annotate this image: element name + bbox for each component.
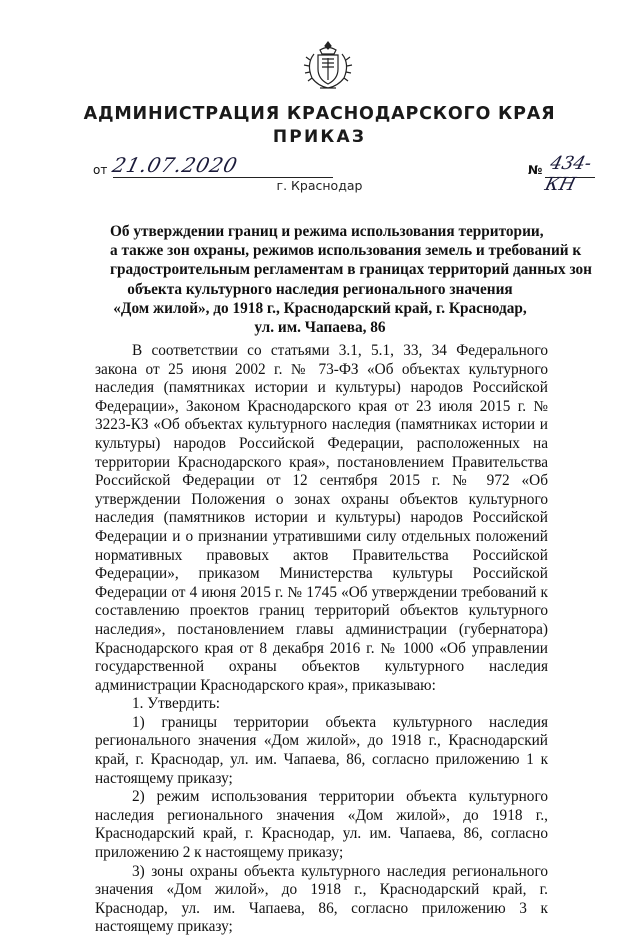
document-title <box>110 222 592 337</box>
title-line: Об утверждении границ и режима использования территории, <box>110 223 544 240</box>
title-line: ул. им. Чапаева, 86 <box>254 319 386 337</box>
title-line: «Дом жилой», до 1918 г., Краснодарский край, г. Краснодар, <box>113 299 527 317</box>
handwritten-number: 434-КН <box>542 153 594 195</box>
number-prefix: № <box>528 163 543 177</box>
document-body <box>95 342 548 937</box>
title-line: градостроительным регламентам в границах территорий данных зон <box>110 261 592 279</box>
title-line: объекта культурного наследия регионального значения <box>127 280 513 298</box>
preamble-paragraph: В соответствии со статьями 3.1, 5.1, 33, 34 Федерального закона от 25 июня 2002 г. № 73-ФЗ «Об объектах культурного наследия (памятниках истории и культуры) народов Российской Федерации», Законом Краснодарского края от 23 июля 2015 г. № 3223-КЗ «Об объектах культурного наследия (памятниках истории и культуры) народов Российской Федерации, расположенных на территории Краснодарского края», постановлением Правительства Российской Федерации от 12 сентября 2015 г. № 972 «Об утверждении Положения о зонах охраны объектов культурного наследия (памятников истории и культуры) народов Российской Федерации и о признании утратившими силу отдельных положений нормативных правовых актов Правительства Российской Федерации», приказом Министерства культуры Российской Федерации от 4 июня 2015 г. № 1745 «Об утверждении требований к составлению проектов границ территорий объектов культурного наследия», постановлением главы администрации (губернатора) Краснодарского края от 8 декабря 2016 г. № 1000 «Об управлении государственной охраны объектов культурного наследия администрации Краснодарского края», приказываю: <box>95 342 548 694</box>
item-1-2-paragraph: 2) режим использования территории объекта культурного наследия регионального значения «Дом жилой», до 1918 г., Краснодарский край, г. Краснодар, ул. им. Чапаева, 86, согласно приложению 2 к настоящему приказу; <box>95 788 548 862</box>
city-name: г. Краснодар <box>276 178 363 193</box>
item-1-paragraph: 1. Утвердить: <box>132 695 221 713</box>
coat-of-arms-icon <box>300 38 356 94</box>
organization-name: АДМИНИСТРАЦИЯ КРАСНОДАРСКОГО КРАЯ <box>83 104 556 124</box>
item-1-1-paragraph: 1) границы территории объекта культурного наследия регионального значения «Дом жилой», до 1918 г., Краснодарский край, г. Краснодар, ул. им. Чапаева, 86, согласно приложению 1 к настоящему приказу; <box>95 713 548 787</box>
handwritten-date: 21.07.2020 <box>110 153 241 177</box>
title-line: а также зон охраны, режимов использования земель и требований к <box>110 242 582 260</box>
item-1-3-paragraph: 3) зоны охраны объекта культурного наследия регионального значения «Дом жилой», до 1918 г., Краснодарский край, г. Краснодар, ул. им. Чапаева, 86, согласно приложению 3 к настоящему приказу; <box>95 862 548 936</box>
date-prefix: от <box>93 163 108 177</box>
document-type: ПРИКАЗ <box>272 127 367 147</box>
